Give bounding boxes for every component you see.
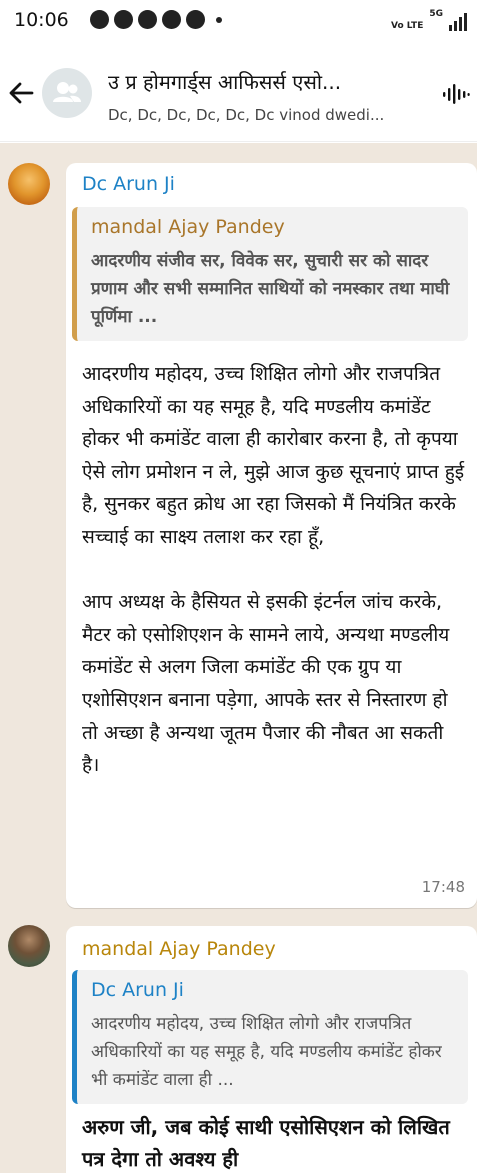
- chat-participants[interactable]: Dc, Dc, Dc, Dc, Dc, Dc vinod dwedi...: [108, 106, 385, 124]
- messenger-icon: [186, 10, 205, 29]
- more-notifications-dot: [216, 17, 222, 23]
- message-sender-name[interactable]: mandal Ajay Pandey: [82, 938, 276, 960]
- quoted-text: आदरणीय महोदय, उच्च शिक्षित लोगो और राजपत्रित अधिकारियों का यह समूह है, यदि मण्डलीय कमांडेंट होकर भी कमांडेंट वाला ही ...: [91, 1014, 442, 1090]
- helmet-app-icon: [162, 10, 181, 29]
- network-type-label: 5G: [429, 9, 443, 19]
- quoted-sender-name: mandal Ajay Pandey: [91, 216, 285, 238]
- message-timestamp: 17:48: [421, 878, 465, 896]
- quoted-message[interactable]: [72, 207, 468, 341]
- sender-avatar[interactable]: [8, 925, 50, 967]
- status-time: 10:06: [14, 9, 69, 31]
- chat-title[interactable]: उ प्र होमगार्ड्स आफिसर्स एसो...: [108, 70, 342, 94]
- signal-indicators: [391, 9, 467, 31]
- arrow-back-icon[interactable]: [6, 78, 36, 108]
- message-bubble[interactable]: [66, 163, 477, 908]
- group-icon: [42, 68, 92, 118]
- status-bar: [0, 0, 477, 42]
- quoted-message[interactable]: [72, 970, 468, 1104]
- quoted-sender-name: Dc Arun Ji: [91, 979, 184, 1001]
- quoted-text: आदरणीय संजीव सर, विवेक सर, सुचारी सर को सादर प्रणाम और सभी सम्मानित साथियों को नमस्कार तथा माघी पूर्णिमा ...: [91, 251, 450, 327]
- message-text: आदरणीय महोदय, उच्च शिक्षित लोगो और राजपत्रित अधिकारियों का यह समूह है, यदि मण्डलीय कमांडेंट होकर भी कमांडेंट वाला ही कारोबार करना है, तो कृपया ऐसे लोग प्रमोशन न ले, मुझे आज कुछ सूचनाएं प्राप्त हुई है, सुनकर बहुत क्रोध आ रहा जिसको मैं नियंत्रित करके सच्चाई का साक्ष्य तलाश कर रहा हूँ, आप अध्यक्ष के हैसियत से इसकी इंटर्नल जांच करके, मैटर को एसोशिएशन के सामने लाये, अन्यथा मण्डलीय कमांडेंट से अलग जिला कमांडेंट की एक ग्रुप या एशोसिएशन बनाना पड़ेगा, आपके स्तर से निस्तारण हो तो अच्छा है अन्यथा जूतम पैजार की नौबत आ सकती है।: [82, 363, 465, 777]
- message-text: अरुण जी, जब कोई साथी एसोसिएशन को लिखित पत्र देगा तो अवश्य ही: [82, 1115, 450, 1171]
- notification-icons: [90, 10, 222, 29]
- sender-avatar[interactable]: [8, 163, 50, 205]
- facebook-icon: [138, 10, 157, 29]
- volte-label: Vo LTE: [391, 21, 424, 31]
- signal-strength-icon: [449, 13, 467, 31]
- voice-chat-icon[interactable]: [442, 82, 470, 106]
- message-sender-name[interactable]: Dc Arun Ji: [82, 173, 175, 195]
- chat-header: [0, 42, 477, 142]
- chat-messages-area[interactable]: [0, 143, 477, 1173]
- whatsapp-icon: [90, 10, 109, 29]
- message-bubble[interactable]: [66, 926, 477, 1173]
- group-avatar[interactable]: [42, 68, 92, 118]
- facebook-icon: [114, 10, 133, 29]
